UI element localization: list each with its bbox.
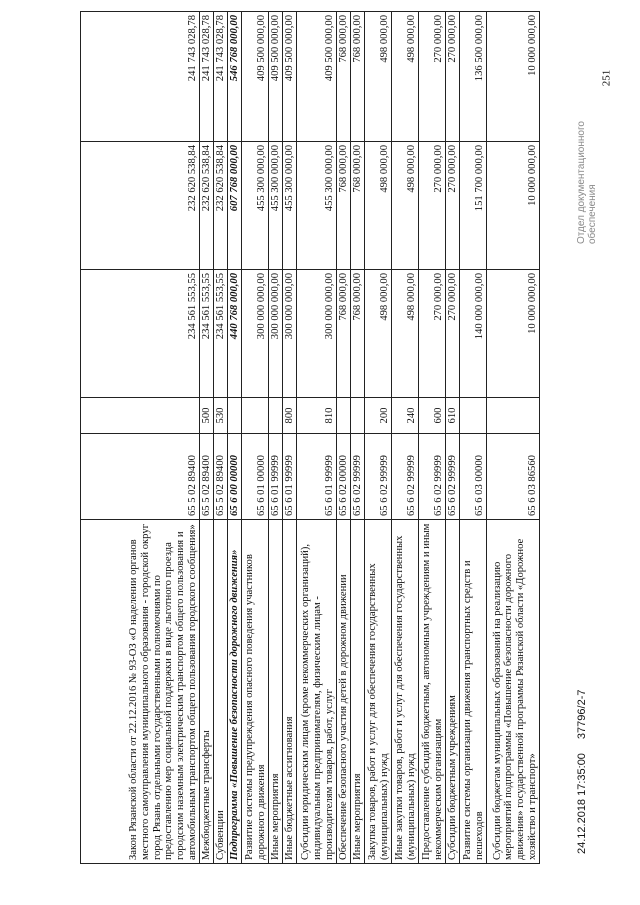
row-code-cell: 65 6 01 00000 (242, 434, 269, 520)
row-code-cell: 65 6 03 86560 (487, 434, 540, 520)
row-amount-2021-cell: 768 000,00 (351, 12, 365, 142)
row-name-cell: Субсидии бюджетам муниципальных образований на реализацию мероприятий подпрограммы «Повышение безопасности дорожного движения» государственной программы Рязанской области «Дорожное хозяйство и транспорт» (487, 520, 540, 864)
row-amount-2019-cell: 300 000 000,00 (242, 270, 269, 398)
row-amount-2020-cell: 270 000,00 (446, 142, 460, 270)
row-amount-2021-cell: 768 000,00 (337, 12, 351, 142)
row-name-cell: Субвенции (214, 520, 228, 864)
row-amount-2021-cell: 409 500 000,00 (269, 12, 283, 142)
footer-doc-id: 37796/2-7 (576, 689, 588, 740)
row-amount-2020-cell: 498 000,00 (392, 142, 419, 270)
table-row (365, 12, 392, 864)
row-code-cell: 65 6 02 99999 (446, 434, 460, 520)
row-amount-2019-cell: 234 561 553,55 (214, 270, 228, 398)
row-name-cell: Межбюджетные трансферты (200, 520, 214, 864)
row-name-cell: Иные мероприятия (351, 520, 365, 864)
row-amount-2019-cell: 768 000,00 (337, 270, 351, 398)
row-expense-type-cell (337, 398, 351, 434)
row-amount-2021-cell: 241 743 028,78 (81, 12, 200, 142)
row-code-cell: 65 6 02 99999 (365, 434, 392, 520)
row-expense-type-cell (460, 398, 487, 434)
row-code-cell: 65 6 01 99999 (269, 434, 283, 520)
row-amount-2020-cell: 232 620 538,84 (81, 142, 200, 270)
row-expense-type-cell (81, 398, 200, 434)
row-amount-2019-cell: 300 000 000,00 (283, 270, 297, 398)
row-code-cell: 65 5 02 89400 (81, 434, 200, 520)
row-amount-2021-cell: 546 768 000,00 (228, 12, 242, 142)
table-row (242, 12, 269, 864)
row-amount-2019-cell: 498 000,00 (365, 270, 392, 398)
table-row (446, 12, 460, 864)
row-amount-2019-cell: 498 000,00 (392, 270, 419, 398)
row-code-cell: 65 6 01 99999 (297, 434, 337, 520)
table-row (337, 12, 351, 864)
row-code-cell: 65 6 02 99999 (351, 434, 365, 520)
row-expense-type-cell: 600 (419, 398, 446, 434)
table-row (81, 12, 200, 864)
row-code-cell: 65 6 00 00000 (228, 434, 242, 520)
row-expense-type-cell (228, 398, 242, 434)
row-expense-type-cell: 610 (446, 398, 460, 434)
row-amount-2021-cell: 270 000,00 (446, 12, 460, 142)
rotated-sheet (80, 12, 635, 864)
row-name-cell: Иные закупки товаров, работ и услуг для обеспечения государственных (муниципальных) нужд (392, 520, 419, 864)
footer (576, 690, 588, 854)
row-amount-2020-cell: 607 768 000,00 (228, 142, 242, 270)
row-expense-type-cell: 200 (365, 398, 392, 434)
row-expense-type-cell: 810 (297, 398, 337, 434)
row-code-cell: 65 6 01 99999 (283, 434, 297, 520)
row-amount-2019-cell: 440 768 000,00 (228, 270, 242, 398)
row-amount-2020-cell: 455 300 000,00 (242, 142, 269, 270)
row-code-cell: 65 6 02 99999 (392, 434, 419, 520)
row-expense-type-cell: 530 (214, 398, 228, 434)
row-name-cell: Субсидии бюджетным учреждениям (446, 520, 460, 864)
table-row (351, 12, 365, 864)
table-row (228, 12, 242, 864)
row-amount-2021-cell: 10 000 000,00 (487, 12, 540, 142)
table-row (297, 12, 337, 864)
table-row (269, 12, 283, 864)
stamp-line-1: Отдел документационного (576, 121, 587, 244)
row-expense-type-cell (269, 398, 283, 434)
row-amount-2020-cell: 232 620 538,84 (200, 142, 214, 270)
row-expense-type-cell (351, 398, 365, 434)
table-row (283, 12, 297, 864)
row-code-cell: 65 6 02 00000 (337, 434, 351, 520)
row-name-cell: Обеспечение безопасного участия детей в дорожном движении (337, 520, 351, 864)
stamp-line-2: обеспечения (587, 184, 598, 244)
row-amount-2020-cell: 232 620 538,84 (214, 142, 228, 270)
row-amount-2021-cell: 409 500 000,00 (297, 12, 337, 142)
row-amount-2019-cell: 234 561 553,55 (200, 270, 214, 398)
row-name-cell: Субсидии юридическим лицам (кроме некоммерческих организаций), индивидуальным предпринимателям, физическим лицам - производителям товаров, работ, услуг (297, 520, 337, 864)
row-amount-2019-cell: 300 000 000,00 (297, 270, 337, 398)
row-name-cell: Развитие системы предупреждения опасного поведения участников дорожного движения (242, 520, 269, 864)
row-amount-2020-cell: 151 700 000,00 (460, 142, 487, 270)
row-name-cell: Предоставление субсидий бюджетным, автономным учреждениям и иным некоммерческим организациям (419, 520, 446, 864)
row-amount-2021-cell: 498 000,00 (392, 12, 419, 142)
row-code-cell: 65 5 02 89400 (200, 434, 214, 520)
footer-datetime: 24.12.2018 17:35:00 (576, 753, 588, 854)
budget-table-body (81, 12, 540, 864)
row-amount-2021-cell: 498 000,00 (365, 12, 392, 142)
row-expense-type-cell: 500 (200, 398, 214, 434)
row-amount-2020-cell: 455 300 000,00 (269, 142, 283, 270)
row-name-cell: Развитие системы организации движения транспортных средств и пешеходов (460, 520, 487, 864)
budget-table (80, 11, 540, 864)
row-name-cell: Закон Рязанской области от 22.12.2016 № 93-ОЗ «О наделении органов местного самоуправления муниципального образования - городской округ город Рязань отдельными государственными полномочиями по предоставлению мер социальной поддержки в виде льготного проезда городским наземным электрическим транспортом общего пользования и автомобильным транспортом общего пользования городского сообщения» (81, 520, 200, 864)
row-amount-2020-cell: 768 000,00 (337, 142, 351, 270)
table-row (392, 12, 419, 864)
row-amount-2021-cell: 409 500 000,00 (242, 12, 269, 142)
row-name-cell: Подпрограмма «Повышение безопасности дорожного движения» (228, 520, 242, 864)
registry-stamp (576, 121, 598, 244)
rotated-content (80, 12, 635, 864)
row-amount-2021-cell: 270 000,00 (419, 12, 446, 142)
row-expense-type-cell: 240 (392, 398, 419, 434)
row-amount-2019-cell: 10 000 000,00 (487, 270, 540, 398)
row-amount-2019-cell: 768 000,00 (351, 270, 365, 398)
row-code-cell: 65 6 02 99999 (419, 434, 446, 520)
page-number: 251 (600, 69, 613, 87)
table-row (487, 12, 540, 864)
row-name-cell: Иные мероприятия (269, 520, 283, 864)
row-expense-type-cell: 800 (283, 398, 297, 434)
table-row (200, 12, 214, 864)
row-amount-2021-cell: 241 743 028,78 (200, 12, 214, 142)
row-amount-2019-cell: 270 000,00 (419, 270, 446, 398)
row-amount-2021-cell: 136 500 000,00 (460, 12, 487, 142)
row-amount-2020-cell: 455 300 000,00 (297, 142, 337, 270)
row-amount-2019-cell: 140 000 000,00 (460, 270, 487, 398)
row-amount-2019-cell: 270 000,00 (446, 270, 460, 398)
row-amount-2019-cell: 234 561 553,55 (81, 270, 200, 398)
row-expense-type-cell (242, 398, 269, 434)
row-name-cell: Иные бюджетные ассигнования (283, 520, 297, 864)
row-name-cell: Закупка товаров, работ и услуг для обеспечения государственных (муниципальных) нужд (365, 520, 392, 864)
table-row (460, 12, 487, 864)
row-amount-2020-cell: 768 000,00 (351, 142, 365, 270)
table-row (214, 12, 228, 864)
row-amount-2021-cell: 241 743 028,78 (214, 12, 228, 142)
row-amount-2021-cell: 409 500 000,00 (283, 12, 297, 142)
row-amount-2020-cell: 270 000,00 (419, 142, 446, 270)
row-amount-2020-cell: 455 300 000,00 (283, 142, 297, 270)
row-amount-2019-cell: 300 000 000,00 (269, 270, 283, 398)
row-code-cell: 65 6 03 00000 (460, 434, 487, 520)
row-expense-type-cell (487, 398, 540, 434)
row-amount-2020-cell: 498 000,00 (365, 142, 392, 270)
row-code-cell: 65 5 02 89400 (214, 434, 228, 520)
table-row (419, 12, 446, 864)
row-amount-2020-cell: 10 000 000,00 (487, 142, 540, 270)
